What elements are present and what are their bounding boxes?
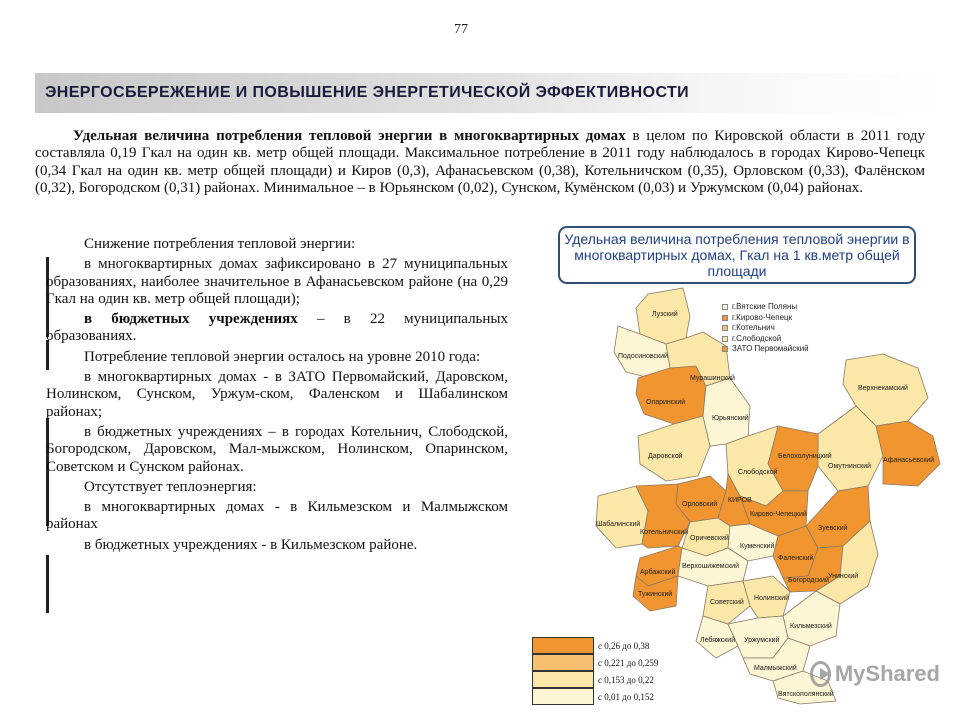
scale-legend-item bbox=[532, 654, 662, 671]
paragraph-reduction-heading: Снижение потребления тепловой энергии: bbox=[84, 236, 356, 252]
city-legend-item bbox=[722, 323, 832, 334]
label-kotelnichsky: Котельничский bbox=[640, 529, 689, 536]
city-legend-label: ЗАТО Первомайский bbox=[732, 344, 809, 353]
city-legend-label: г.Слободской bbox=[732, 333, 782, 343]
label-urzhumsky: Уржумский bbox=[744, 637, 780, 644]
label-luzsky: Лузский bbox=[652, 311, 678, 318]
scale-legend-label: с 0,221 до 0,259 bbox=[598, 657, 659, 668]
left-column bbox=[46, 236, 508, 557]
label-arbazhsky: Арбажский bbox=[640, 569, 676, 576]
paragraph-reduction-budget bbox=[46, 311, 508, 346]
label-verkhnekamsky: Верхнекамский bbox=[858, 385, 908, 392]
watermark-text: MyShared bbox=[834, 661, 940, 686]
legend-swatch bbox=[722, 346, 728, 352]
label-sovetsky: Советский bbox=[710, 599, 744, 606]
budget-rest: – в 22 муниципальных образованиях. bbox=[46, 311, 508, 345]
district-darovskoy bbox=[638, 416, 710, 481]
label-zuevsky: Зуевский bbox=[818, 525, 848, 532]
label-slobodskoy: Слободской bbox=[738, 469, 778, 476]
city-legend-item bbox=[722, 313, 832, 324]
city-legend bbox=[722, 302, 832, 355]
watermark-logo bbox=[810, 656, 940, 692]
budget-bold: в бюджетных учреждениях bbox=[84, 311, 298, 328]
label-vyatskopolyansky: Вятскополянский bbox=[778, 691, 834, 698]
paragraph-absent-budget: в бюджетных учреждениях - в Кильмезском районе. bbox=[84, 536, 418, 553]
scale-swatch bbox=[532, 654, 594, 671]
play-icon bbox=[810, 661, 831, 687]
page-number: 77 bbox=[454, 22, 468, 37]
label-podosinovsky: Подосиновский bbox=[618, 353, 668, 360]
label-kilmezsky: Кильмезский bbox=[790, 623, 832, 630]
label-orichevsky: Оричевский bbox=[690, 535, 729, 542]
scale-legend-label: с 0,26 до 0,38 bbox=[598, 640, 650, 651]
legend-swatch bbox=[722, 325, 728, 331]
label-kirovo-chepetsky: Кирово-Чепецкий bbox=[750, 511, 807, 518]
district-yuryansky bbox=[703, 378, 750, 446]
scale-legend-label: с 0,01 до 0,152 bbox=[598, 691, 654, 702]
paragraph-absent-heading: Отсутствует теплоэнергия: bbox=[84, 478, 257, 495]
city-legend-label: г.Котельнич bbox=[732, 323, 775, 332]
city-legend-item bbox=[722, 344, 832, 355]
scale-swatch bbox=[532, 688, 594, 705]
scale-legend-item bbox=[532, 637, 662, 654]
scale-legend-item bbox=[532, 671, 662, 688]
paragraph-same-apartments: в многоквартирных домах - в ЗАТО Первомайский, Даровском, Нолинском, Сунском, Уржум-ском, Фаленском и Шабалинском районах; bbox=[46, 369, 508, 420]
label-unisky: Унинский bbox=[828, 573, 859, 580]
label-malmyzhsky: Малмыжский bbox=[754, 665, 797, 672]
intro-paragraph bbox=[35, 128, 925, 197]
paragraph-same-level-heading: Потребление тепловой энергии осталось на уровне 2010 года: bbox=[84, 348, 481, 365]
section-banner: ЭНЕРГОСБЕРЕЖЕНИЕ И ПОВЫШЕНИЕ ЭНЕРГЕТИЧЕСКОЙ ЭФФЕКТИВНОСТИ bbox=[35, 73, 941, 113]
label-belokholunitsky: Белохолуницкий bbox=[778, 453, 832, 460]
map-title: Удельная величина потребления тепловой энергии в многоквартирных домах, Гкал на 1 кв.метр общей площади bbox=[558, 226, 916, 284]
label-oparinsky: Опаринский bbox=[646, 399, 686, 406]
paragraph-reduction-apartments: в многоквартирных домах зафиксировано в 27 муниципальных образованиях, наиболее значительное в Афанасьевском районе (на 0,29 Гкал на один кв. метр общей площади); bbox=[46, 256, 508, 307]
label-lebyazhsky: Лебяжский bbox=[700, 637, 736, 644]
label-darovskoy: Даровской bbox=[648, 453, 683, 460]
city-legend-item bbox=[722, 302, 832, 313]
city-legend-label: г.Кирово-Чепецк bbox=[732, 312, 793, 322]
city-legend-label: г.Вятские Поляны bbox=[732, 302, 798, 311]
label-orlovsky: Орловский bbox=[682, 501, 718, 508]
margin-bar bbox=[46, 555, 49, 613]
scale-legend-item bbox=[532, 688, 662, 705]
city-legend-item bbox=[722, 334, 832, 345]
paragraph-same-budget: в бюджетных учреждениях – в городах Котельнич, Слободской, Богородском, Даровском, Мал-мыжском, Нолинском, Опаринском, Советском и Сунском районах. bbox=[46, 423, 508, 475]
scale-legend-label: с 0,153 до 0,22 bbox=[598, 674, 654, 685]
label-omutninsky: Омутнинский bbox=[828, 463, 872, 470]
intro-bold-lead: Удельная величина потребления тепловой энергии в многоквартирных домах bbox=[73, 128, 626, 144]
label-yuryansky: Юрьянский bbox=[712, 415, 749, 422]
label-kumensky: Куменский bbox=[740, 543, 775, 550]
label-shabalinsky: Шабалинский bbox=[596, 521, 641, 528]
legend-swatch bbox=[722, 315, 728, 321]
district-afanasyevsky bbox=[876, 421, 940, 486]
scale-swatch bbox=[532, 671, 594, 688]
intro-rest: в целом по Кировской области в 2011 году составляла 0,19 Гкал на один кв. метр общей площади. Максимальное потребление в 2011 году наблюдалось в городах Кирово-Чепецк (0,34 Гкал на один кв. метр общей площади) и Киров (0,3), Афанасьевском (0,38), Котельничском (0,35), Орловском (0,33), Фалёнском (0,32), Богородском (0,31) районах. Минимальное – в Юрьянском (0,02), Сунском, Кумёнском (0,03) и Уржумском (0,04) районах. bbox=[35, 128, 925, 196]
paragraph-absent-apartments: в многоквартирных домах - в Кильмезском и Малмыжском районах bbox=[46, 499, 508, 533]
label-falensky: Фаленский bbox=[778, 555, 814, 562]
legend-swatch bbox=[722, 304, 728, 310]
label-nolinsky: Нолинский bbox=[754, 595, 790, 602]
legend-swatch bbox=[722, 336, 728, 342]
label-bogorodsky: Богородский bbox=[788, 577, 829, 584]
scale-swatch bbox=[532, 637, 594, 654]
label-afanasyevsky: Афанасьевский bbox=[883, 457, 935, 464]
district-kilmezsky bbox=[783, 591, 840, 646]
label-kirov: КИРОВ bbox=[728, 497, 752, 504]
label-verkhoshizhemsky: Верхошижемский bbox=[682, 563, 739, 570]
label-tuzhinsky: Тужинский bbox=[638, 591, 673, 598]
label-murashinsky: Мурашинский bbox=[690, 375, 735, 382]
scale-legend bbox=[532, 637, 662, 705]
